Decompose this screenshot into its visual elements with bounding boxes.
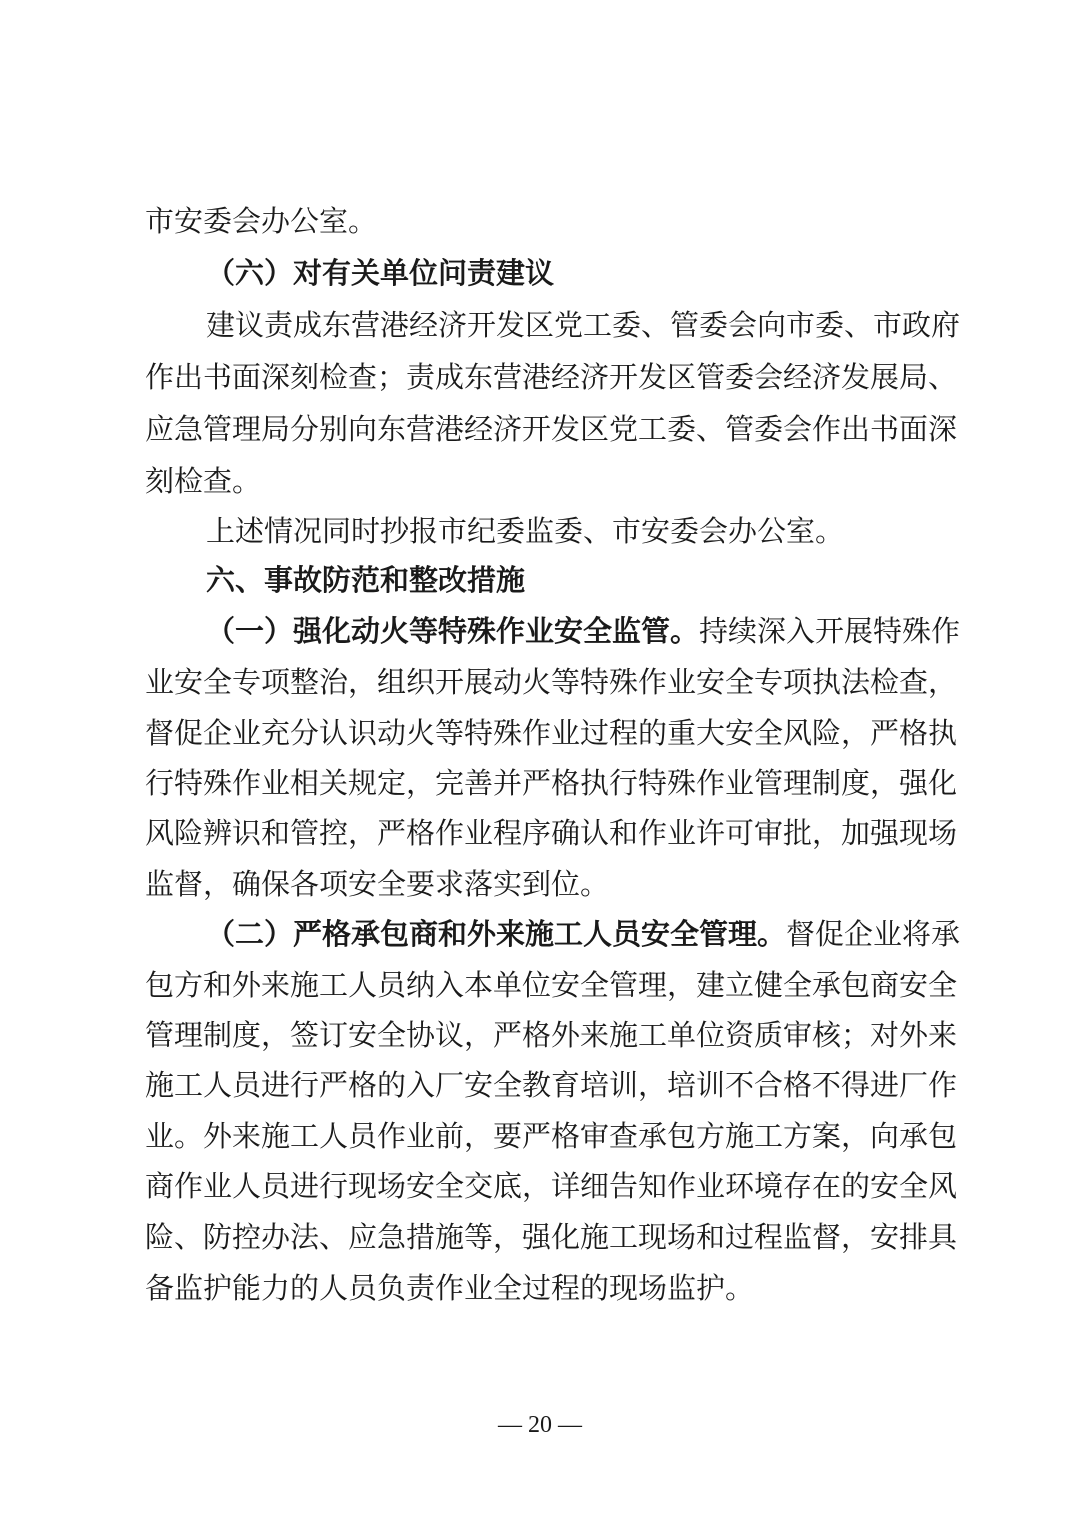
paragraph-line: 监督，确保各项安全要求落实到位。: [145, 867, 610, 901]
paragraph-line: 包方和外来施工人员纳入本单位安全管理，建立健全承包商安全: [145, 968, 958, 1002]
paragraph-line: 施工人员进行严格的入厂安全教育培训，培训不合格不得进厂作: [145, 1068, 958, 1102]
paragraph-line: 业安全专项整治，组织开展动火等特殊作业安全专项执法检查，: [145, 665, 958, 699]
paragraph-text: 督促企业将承: [786, 917, 961, 951]
chapter-heading: 六、事故防范和整改措施: [206, 563, 526, 597]
paragraph-line: 作出书面深刻检查；责成东营港经济开发区管委会经济发展局、: [145, 360, 958, 394]
paragraph-line: [206, 908, 961, 960]
paragraph-line: 上述情况同时抄报市纪委监委、市安委会办公室。: [206, 514, 845, 548]
subsection-heading: （一）强化动火等特殊作业安全监管。: [206, 614, 700, 648]
paragraph-line: 建议责成东营港经济开发区党工委、管委会向市委、市政府: [206, 308, 961, 342]
paragraph-line: 刻检查。: [145, 464, 262, 498]
paragraph-line: 风险辨识和管控，严格作业程序确认和作业许可审批，加强现场: [145, 816, 958, 850]
paragraph-line: 商作业人员进行现场安全交底，详细告知作业环境存在的安全风: [145, 1169, 958, 1203]
paragraph-line: 业。外来施工人员作业前，要严格审查承包方施工方案，向承包: [145, 1119, 958, 1153]
paragraph-line: 行特殊作业相关规定，完善并严格执行特殊作业管理制度，强化: [145, 766, 958, 800]
paragraph-text: 持续深入开展特殊作: [699, 614, 961, 648]
section-heading: （六）对有关单位问责建议: [206, 256, 555, 290]
paragraph-line: 督促企业充分认识动火等特殊作业过程的重大安全风险，严格执: [145, 716, 958, 750]
page-number: — 20 —: [498, 1412, 582, 1438]
paragraph-line: 管理制度，签订安全协议，严格外来施工单位资质审核；对外来: [145, 1018, 958, 1052]
paragraph-line: 险、防控办法、应急措施等，强化施工现场和过程监督，安排具: [145, 1220, 958, 1254]
subsection-heading: （二）严格承包商和外来施工人员安全管理。: [206, 917, 787, 951]
paragraph-line: 应急管理局分别向东营港经济开发区党工委、管委会作出书面深: [145, 412, 958, 446]
paragraph-line: 市安委会办公室。: [145, 204, 378, 238]
paragraph-line: 备监护能力的人员负责作业全过程的现场监护。: [145, 1271, 755, 1305]
paragraph-line: [206, 605, 961, 657]
